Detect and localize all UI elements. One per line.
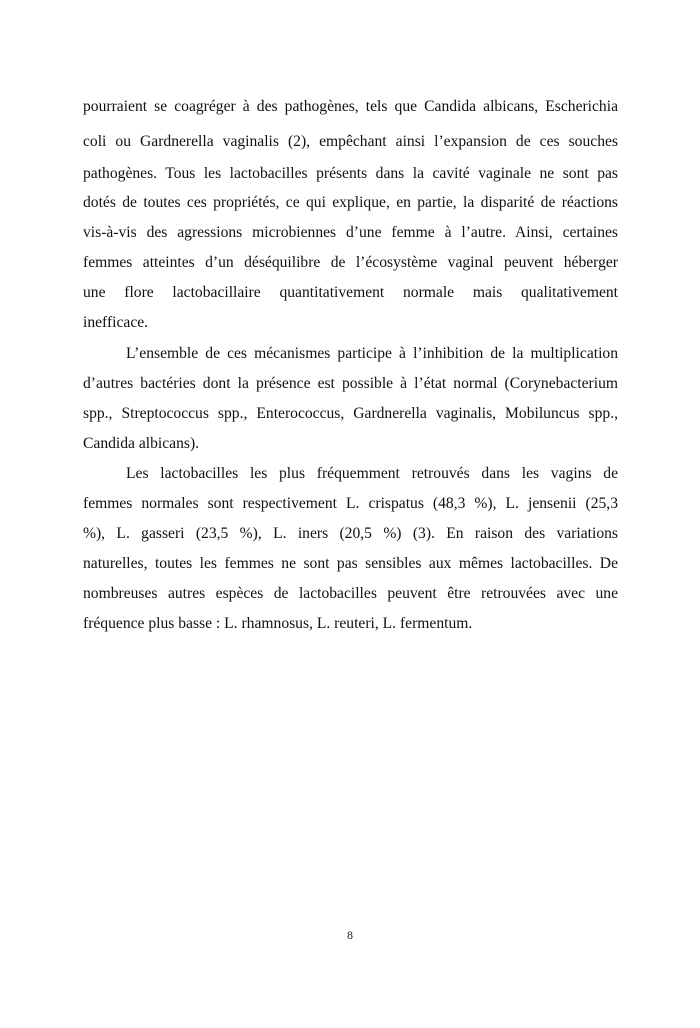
page-number: 8: [347, 928, 353, 942]
text-line: femmes atteintes d’un déséquilibre de l’écosystème vaginal peuvent héberger: [83, 254, 618, 271]
text-line: pathogènes. Tous les lactobacilles présents dans la cavité vaginale ne sont pas: [83, 165, 618, 182]
text-line: vis-à-vis des agressions microbiennes d’une femme à l’autre. Ainsi, certaines: [83, 224, 618, 241]
text-line: naturelles, toutes les femmes ne sont pas sensibles aux mêmes lactobacilles. De: [83, 555, 618, 572]
text-line: fréquence plus basse : L. rhamnosus, L. reuteri, L. fermentum.: [83, 615, 473, 632]
text-line: pourraient se coagréger à des pathogènes, tels que Candida albicans, Escherichia: [83, 98, 618, 115]
text-line: spp., Streptococcus spp., Enterococcus, Gardnerella vaginalis, Mobiluncus spp.,: [83, 405, 618, 422]
text-line: dotés de toutes ces propriétés, ce qui explique, en partie, la disparité de réactions: [83, 194, 618, 211]
text-line: coli ou Gardnerella vaginalis (2), empêchant ainsi l’expansion de ces souches: [83, 133, 618, 150]
text-line: nombreuses autres espèces de lactobacilles peuvent être retrouvées avec une: [83, 585, 618, 602]
text-line: d’autres bactéries dont la présence est possible à l’état normal (Corynebacterium: [83, 375, 618, 392]
text-line: inefficace.: [83, 314, 149, 331]
text-line: %), L. gasseri (23,5 %), L. iners (20,5 %) (3). En raison des variations: [83, 525, 618, 542]
text-line: femmes normales sont respectivement L. crispatus (48,3 %), L. jensenii (25,3: [83, 495, 618, 512]
text-line: Candida albicans).: [83, 435, 200, 452]
text-line: L’ensemble de ces mécanismes participe à l’inhibition de la multiplication: [126, 345, 618, 362]
text-line: une flore lactobacillaire quantitativement normale mais qualitativement: [83, 284, 618, 301]
text-line: Les lactobacilles les plus fréquemment retrouvés dans les vagins de: [126, 465, 618, 482]
